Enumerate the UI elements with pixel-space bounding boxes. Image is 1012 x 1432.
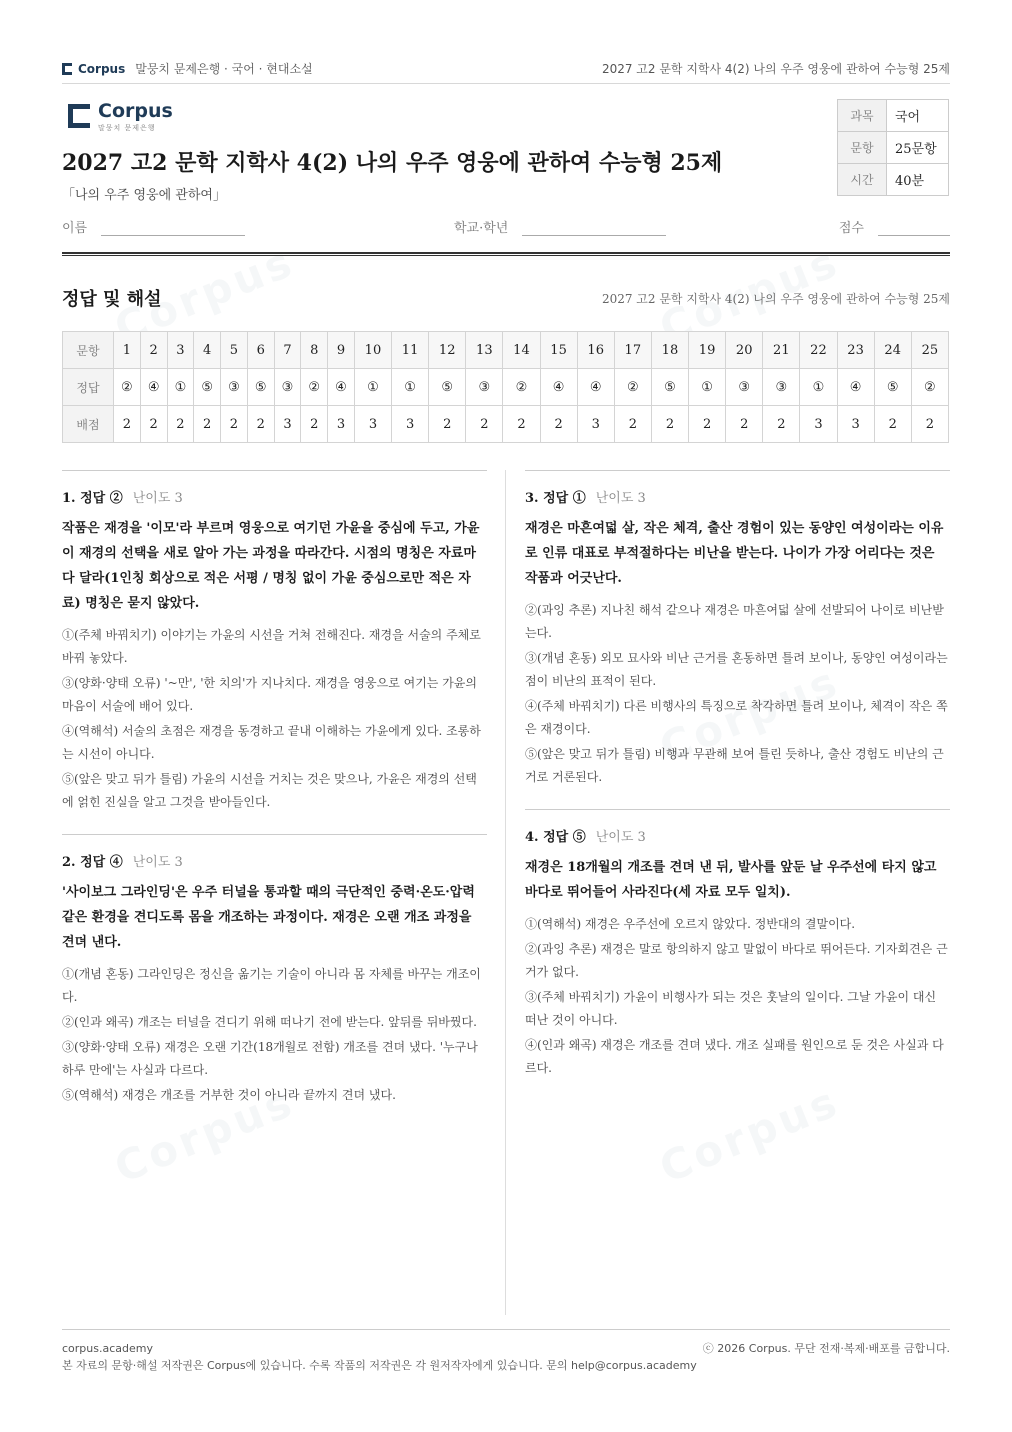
distractor-explanation: ③(양화·양태 오류) '~만', '한 치의'가 지나치다. 재경을 영웅으로 여기는 가윤의 마음이 서술에 배어 있다.: [62, 676, 477, 713]
points-cell: 3: [800, 406, 837, 443]
score-field[interactable]: [839, 217, 950, 236]
distractor-explanation: ①(역해석) 재경은 우주선에 오르지 않았다. 정반대의 결말이다.: [525, 917, 856, 931]
question-number-cell: 8: [301, 332, 328, 369]
logo-subtitle: 말뭉치 문제은행: [98, 124, 156, 132]
corpus-logo-icon: [62, 63, 72, 75]
school-blank[interactable]: [522, 218, 666, 236]
points-cell: 3: [274, 406, 301, 443]
school-field[interactable]: [454, 217, 666, 236]
name-label: 이름: [62, 221, 88, 236]
distractor-explanation: ④(주체 바꿔치기) 다른 비행사의 특징으로 착각하면 틀려 보이나, 체격이 작은 쪽은 재경이다.: [525, 699, 948, 736]
points-cell: 3: [328, 406, 355, 443]
points-cell: 3: [837, 406, 874, 443]
question-answer-label: 1. 정답 ②: [62, 491, 123, 506]
school-label: 학교·학년: [454, 221, 509, 236]
question-number-cell: 9: [328, 332, 355, 369]
distractor-explanation: ②(인과 왜곡) 개조는 터널을 견디기 위해 떠나기 전에 받는다. 앞뒤를 뒤바꿨다.: [62, 1015, 477, 1029]
question-number-cell: 7: [274, 332, 301, 369]
footer-copyright: ⓒ 2026 Corpus. 무단 전재·복제·배포를 금합니다.: [702, 1342, 950, 1355]
question-number-cell: 5: [221, 332, 248, 369]
info-key: 시간: [838, 164, 887, 196]
question-number-row: [63, 332, 949, 369]
header-doc-name: 2027 고2 문학 지학사 4(2) 나의 우주 영웅에 관하여 수능형 25제: [601, 62, 950, 76]
points-cell: 2: [114, 406, 141, 443]
breadcrumb: 말뭉치 문제은행 · 국어 · 현대소설: [135, 62, 313, 76]
answer-cell: ⑤: [874, 369, 911, 406]
name-field[interactable]: [62, 217, 245, 236]
answer-cell: ④: [140, 369, 167, 406]
points-cell: 2: [614, 406, 651, 443]
difficulty-label: 난이도 3: [595, 830, 646, 845]
points-cell: 2: [911, 406, 948, 443]
brand-name: Corpus: [78, 61, 126, 76]
question-number-cell: 1: [114, 332, 141, 369]
question-number-cell: 21: [763, 332, 800, 369]
explanation-header: [62, 487, 487, 506]
row-label: 문항: [63, 332, 114, 369]
question-number-cell: 14: [503, 332, 540, 369]
answer-table: [62, 331, 949, 443]
explanation-block: [525, 470, 950, 789]
section-title: 정답 및 해설: [62, 289, 162, 310]
page-subtitle: 「나의 우주 영웅에 관하여」: [62, 188, 226, 203]
points-cell: 2: [167, 406, 194, 443]
question-number-cell: 12: [429, 332, 466, 369]
question-number-cell: 20: [726, 332, 763, 369]
points-cell: 2: [540, 406, 577, 443]
footer-notice: 본 자료의 문항·해설 저작권은 Corpus에 있습니다. 수록 작품의 저작권은 각 원저작자에게 있습니다. 문의 help@corpus.academy: [62, 1359, 697, 1372]
question-number-cell: 2: [140, 332, 167, 369]
header-divider: [62, 252, 950, 256]
info-key: 문항: [838, 132, 887, 164]
points-cell: 2: [466, 406, 503, 443]
answer-cell: ⑤: [194, 369, 221, 406]
points-row: [63, 406, 949, 443]
page-title: 2027 고2 문학 지학사 4(2) 나의 우주 영웅에 관하여 수능형 25제: [62, 150, 723, 176]
corpus-logo: [68, 101, 173, 133]
points-cell: 3: [354, 406, 391, 443]
points-cell: 2: [874, 406, 911, 443]
distractor-explanation: ①(개념 혼동) 그라인딩은 정신을 옮기는 기술이 아니라 몸 자체를 바꾸는 개조이다.: [62, 967, 481, 1004]
distractor-explanation: ④(역해석) 서술의 초점은 재경을 동경하고 끝내 이해하는 가윤에게 있다. 조롱하는 시선이 아니다.: [62, 724, 481, 761]
points-cell: 2: [247, 406, 274, 443]
column-divider: [505, 470, 506, 1315]
answer-cell: ①: [800, 369, 837, 406]
points-cell: 2: [726, 406, 763, 443]
points-cell: 3: [577, 406, 614, 443]
distractor-explanation: ⑤(앞은 맞고 뒤가 틀림) 비행과 무관해 보여 틀린 듯하나, 출산 경험도 비난의 근거로 거론된다.: [525, 747, 944, 784]
info-value: 국어: [887, 100, 949, 132]
question-number-cell: 16: [577, 332, 614, 369]
answer-cell: ①: [392, 369, 429, 406]
points-cell: 2: [140, 406, 167, 443]
question-number-cell: 6: [247, 332, 274, 369]
question-answer-label: 4. 정답 ⑤: [525, 830, 586, 845]
distractor-explanation: ②(과잉 추론) 재경은 말로 항의하지 않고 말없이 바다로 뛰어든다. 기자회견은 근거가 없다.: [525, 942, 948, 979]
question-number-cell: 19: [689, 332, 726, 369]
answer-cell: ②: [614, 369, 651, 406]
answer-cell: ②: [911, 369, 948, 406]
points-cell: 2: [503, 406, 540, 443]
answer-cell: ③: [466, 369, 503, 406]
distractor-explanation: ②(과잉 추론) 지나친 해석 같으나 재경은 마흔여덟 살에 선발되어 나이로 비난받는다.: [525, 603, 944, 640]
points-cell: 2: [429, 406, 466, 443]
question-number-cell: 15: [540, 332, 577, 369]
question-number-cell: 10: [354, 332, 391, 369]
question-answer-label: 2. 정답 ④: [62, 855, 123, 870]
explanation-header: [62, 851, 487, 870]
distractor-explanation: ③(양화·양태 오류) 재경은 오랜 기간(18개월로 전함) 개조를 견뎌 냈다. '누구나 하루 만에'는 사실과 다르다.: [62, 1040, 478, 1077]
answer-cell: ②: [503, 369, 540, 406]
page-footer: [62, 1329, 950, 1374]
question-number-cell: 18: [651, 332, 688, 369]
answer-cell: ③: [726, 369, 763, 406]
question-number-cell: 11: [392, 332, 429, 369]
row-label: 배점: [63, 406, 114, 443]
student-fields: [62, 217, 950, 237]
info-key: 과목: [838, 100, 887, 132]
explanations-right-column: [525, 470, 950, 1100]
explanation-header: [525, 487, 950, 506]
explanation-main-text: 재경은 마흔여덟 살, 작은 체격, 출산 경험이 있는 동양인 여성이라는 이유로 인류 대표로 부적절하다는 비난을 받는다. 나이가 가장 어리다는 것은 작품과 어긋난다.: [525, 521, 944, 586]
distractor-explanation: ①(주체 바꿔치기) 이야기는 가윤의 시선을 거쳐 전해진다. 재경을 서술의 주체로 바꿔 놓았다.: [62, 628, 481, 665]
points-cell: 3: [392, 406, 429, 443]
answer-cell: ③: [274, 369, 301, 406]
explanation-main-text: '사이보그 그라인딩'은 우주 터널을 통과할 때의 극단적인 중력·온도·압력 같은 환경을 견디도록 몸을 개조하는 과정이다. 재경은 오랜 개조 과정을 견뎌 낸다.: [62, 885, 475, 950]
answer-cell: ①: [689, 369, 726, 406]
answer-cell: ③: [221, 369, 248, 406]
explanation-main-text: 작품은 재경을 '이모'라 부르며 영웅으로 여기던 가윤을 중심에 두고, 가윤이 재경의 선택을 새로 알아 가는 과정을 따라간다. 시점의 명칭은 자료마다 달라(1인칭 회상으로 적은 서평 / 명칭 없이 가윤 중심으로만 적은 자료) 명칭은 묻지 않았다.: [62, 521, 480, 611]
answer-cell: ④: [540, 369, 577, 406]
question-number-cell: 24: [874, 332, 911, 369]
logo-word: Corpus: [98, 100, 173, 122]
distractor-explanation: ⑤(역해석) 재경은 개조를 거부한 것이 아니라 끝까지 견뎌 냈다.: [62, 1088, 396, 1102]
distractor-explanation: ④(인과 왜곡) 재경은 개조를 견뎌 냈다. 개조 실패를 원인으로 둔 것은 사실과 다르다.: [525, 1038, 944, 1075]
section-doc-name: 2027 고2 문학 지학사 4(2) 나의 우주 영웅에 관하여 수능형 25제: [601, 292, 950, 306]
difficulty-label: 난이도 3: [595, 491, 646, 506]
explanations-left-column: [62, 470, 487, 1127]
answer-cell: ②: [114, 369, 141, 406]
exam-info-table: [837, 99, 949, 196]
answer-cell: ④: [837, 369, 874, 406]
question-number-cell: 23: [837, 332, 874, 369]
info-value: 25문항: [887, 132, 949, 164]
points-cell: 2: [301, 406, 328, 443]
row-label: 정답: [63, 369, 114, 406]
points-cell: 2: [651, 406, 688, 443]
question-answer-label: 3. 정답 ①: [525, 491, 586, 506]
answer-cell: ②: [301, 369, 328, 406]
explanation-block: [62, 834, 487, 1107]
points-cell: 2: [763, 406, 800, 443]
question-number-cell: 22: [800, 332, 837, 369]
answer-cell: ④: [577, 369, 614, 406]
question-number-cell: 17: [614, 332, 651, 369]
question-number-cell: 25: [911, 332, 948, 369]
question-number-cell: 4: [194, 332, 221, 369]
explanation-main-text: 재경은 18개월의 개조를 견뎌 낸 뒤, 발사를 앞둔 날 우주선에 타지 않고 바다로 뛰어들어 사라진다(세 자료 모두 일치).: [525, 860, 937, 900]
explanation-block: [525, 809, 950, 1080]
answer-cell: ⑤: [651, 369, 688, 406]
difficulty-label: 난이도 3: [132, 855, 183, 870]
score-label: 점수: [838, 221, 864, 236]
top-header-bar: [62, 58, 950, 84]
answer-cell: ③: [763, 369, 800, 406]
question-number-cell: 3: [167, 332, 194, 369]
answer-cell: ①: [167, 369, 194, 406]
footer-site: corpus.academy: [62, 1342, 153, 1355]
points-cell: 2: [194, 406, 221, 443]
distractor-explanation: ⑤(앞은 맞고 뒤가 틀림) 가윤의 시선을 거치는 것은 맞으나, 가윤은 재경의 선택에 얽힌 진실을 알고 그것을 받아들인다.: [62, 772, 477, 809]
difficulty-label: 난이도 3: [132, 491, 183, 506]
score-blank[interactable]: [878, 218, 950, 236]
points-cell: 2: [221, 406, 248, 443]
question-number-cell: 13: [466, 332, 503, 369]
answer-row: [63, 369, 949, 406]
points-cell: 2: [689, 406, 726, 443]
answer-cell: ⑤: [429, 369, 466, 406]
answer-cell: ①: [354, 369, 391, 406]
corpus-mark-icon: [68, 104, 90, 128]
info-value: 40분: [887, 164, 949, 196]
explanation-block: [62, 470, 487, 814]
answer-cell: ⑤: [247, 369, 274, 406]
distractor-explanation: ③(개념 혼동) 외모 묘사와 비난 근거를 혼동하면 틀려 보이나, 동양인 여성이라는 점이 비난의 표적이 된다.: [525, 651, 948, 688]
explanation-header: [525, 826, 950, 845]
distractor-explanation: ③(주체 바꿔치기) 가윤이 비행사가 되는 것은 훗날의 일이다. 그날 가윤이 대신 떠난 것이 아니다.: [525, 990, 937, 1027]
name-blank[interactable]: [101, 218, 245, 236]
answer-cell: ④: [328, 369, 355, 406]
